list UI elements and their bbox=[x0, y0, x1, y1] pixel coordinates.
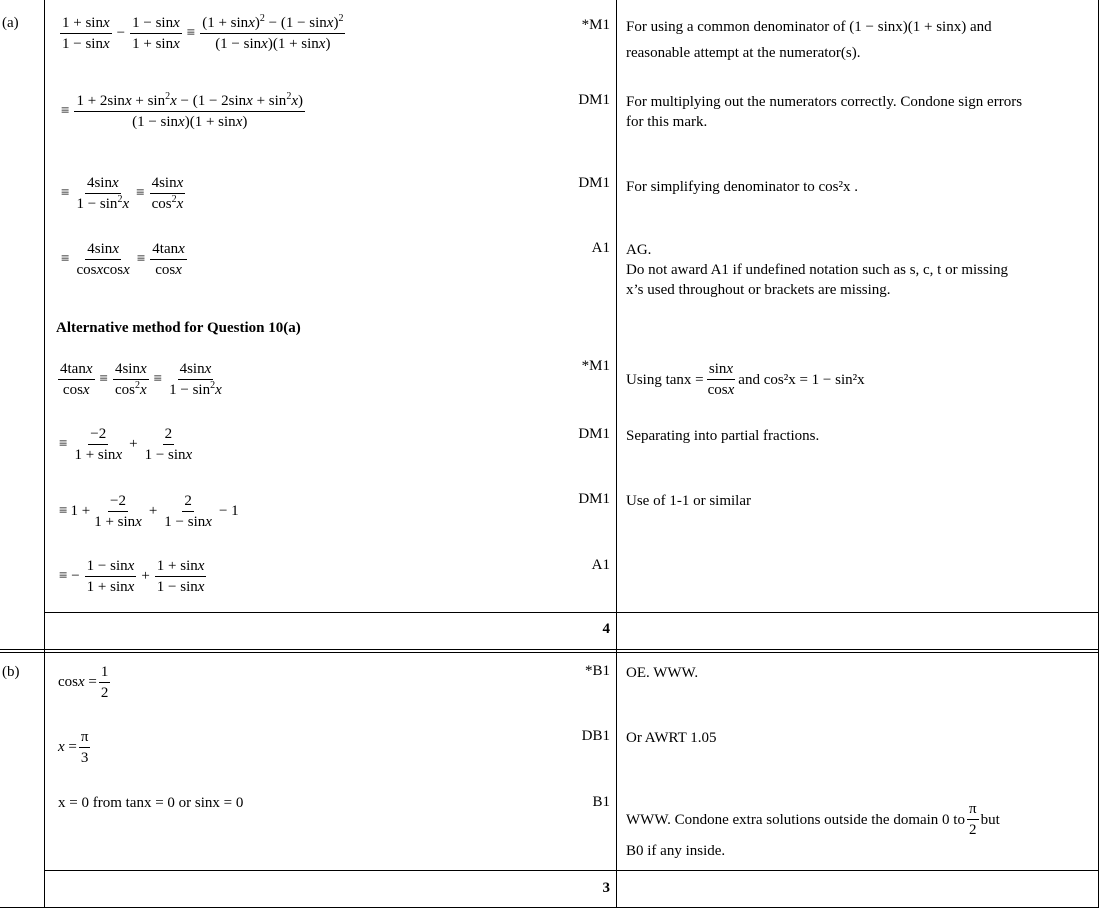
total-b: 3 bbox=[602, 880, 610, 896]
comment-a-4b: Do not award A1 if undefined notation such as s, c, t or missing bbox=[626, 262, 1009, 278]
comment-a-7: Use of 1-1 or similar bbox=[626, 493, 751, 509]
comment-a-3: For simplifying denominator to cos²x . bbox=[626, 179, 858, 195]
comment-a-2b: for this mark. bbox=[626, 114, 708, 130]
mark-b-2: DB1 bbox=[581, 728, 610, 744]
comment-a-5-prefix: Using tanx = bbox=[626, 371, 704, 388]
comment-a-2: For multiplying out the numerators correctly. Condone sign errors bbox=[626, 94, 1023, 110]
comment-a-4: AG. bbox=[626, 242, 652, 258]
grid-line-mid bbox=[616, 0, 617, 908]
mark-a-7: DM1 bbox=[578, 491, 610, 507]
grid-line-total-b bbox=[44, 870, 1098, 871]
comment-b-2: Or AWRT 1.05 bbox=[626, 730, 717, 746]
alternative-method-heading: Alternative method for Question 10(a) bbox=[56, 320, 301, 336]
mark-a-2: DM1 bbox=[578, 92, 610, 108]
comment-a-1b: reasonable attempt at the numerator(s). bbox=[626, 45, 861, 61]
grid-line-part-divider-2 bbox=[0, 652, 1098, 653]
grid-line-total-a bbox=[44, 612, 1098, 613]
comment-b-3: WWW. Condone extra solutions outside the domain 0 to $\frac{\pi}{2}$ but bbox=[626, 801, 1000, 838]
working-a-line-2: ≡ $\frac{1 + 2\sin x + \sin^2x - (1 - 2\sin x + \sin^2x)}{(1 - \sin x)(1 + \sin x)}$ bbox=[61, 91, 303, 130]
mark-b-3: B1 bbox=[592, 794, 610, 810]
comment-a-4c: x’s used throughout or brackets are missing. bbox=[626, 282, 891, 298]
comment-a-1: For using a common denominator of (1 − sinx)(1 + sinx) and bbox=[626, 19, 992, 35]
comment-a-6: Separating into partial fractions. bbox=[626, 428, 820, 444]
comment-b-3b: B0 if any inside. bbox=[626, 843, 726, 859]
comment-a-5: Using tanx = $\frac{\sin x}{\cos x}$ and cos²x = 1 − sin²x bbox=[626, 361, 865, 398]
grid-line-part-divider bbox=[0, 649, 1098, 650]
working-b-line-2: x = $\frac{\pi}{3}$ bbox=[58, 729, 89, 766]
working-a-line-3: ≡ $\frac{4\sin x}{1 - \sin^2x}$ ≡ $\frac{4\sin x}{\cos^2x}$ bbox=[61, 175, 184, 212]
comment-b-3-suffix: but bbox=[980, 811, 1000, 828]
grid-line-bottom bbox=[0, 907, 1098, 908]
working-a-line-1: $\frac{1 + \sin x}{1 - \sin x}$ − $\frac{1 - \sin x}{1 + \sin x}$ ≡ $\frac{(1 + \sin x)^2 - (1 - \sin x)^2}{(1 - \sin x)(1 + \sin x)}$ bbox=[62, 13, 344, 52]
grid-line-left bbox=[44, 0, 45, 908]
comment-b-1: OE. WWW. bbox=[626, 665, 699, 681]
working-b-line-3: x = 0 from tanx = 0 or sinx = 0 bbox=[58, 795, 244, 811]
working-a-alt-line-3: ≡ 1 + $\frac{-2}{1 + \sin x}$ + $\frac{2}{1 - \sin x}$ − 1 bbox=[59, 493, 239, 530]
mark-a-8: A1 bbox=[591, 557, 610, 573]
total-a: 4 bbox=[602, 621, 610, 637]
comment-a-5-suffix: and cos²x = 1 − sin²x bbox=[738, 371, 865, 388]
working-a-alt-line-4: ≡ − $\frac{1 - \sin x}{1 + \sin x}$ + $\frac{1 + \sin x}{1 - \sin x}$ bbox=[59, 558, 205, 595]
mark-a-5: *M1 bbox=[581, 358, 610, 374]
mark-a-4: A1 bbox=[591, 240, 610, 256]
comment-b-3-prefix: WWW. Condone extra solutions outside the domain 0 to bbox=[626, 811, 965, 828]
working-a-line-4: ≡ $\frac{4\sin x}{\text{cosxcosx}}$ ≡ $\frac{4\tan x}{\cos x}$ bbox=[61, 241, 185, 278]
mark-a-1: *M1 bbox=[581, 17, 610, 33]
working-b-line-1: cosx = $\frac{1}{2}$ bbox=[58, 664, 109, 701]
part-label-b: (b) bbox=[2, 664, 20, 680]
working-a-alt-line-2: ≡ $\frac{-2}{1 + \sin x}$ + $\frac{2}{1 - \sin x}$ bbox=[59, 426, 193, 463]
grid-line-right bbox=[1098, 0, 1099, 908]
working-a-alt-line-1: $\frac{4\tan x}{\cos x}$ ≡ $\frac{4\sin x}{\cos^2x}$ ≡ $\frac{4\sin x}{1 - \sin^2x}$ bbox=[60, 361, 222, 398]
mark-a-3: DM1 bbox=[578, 175, 610, 191]
mark-a-6: DM1 bbox=[578, 426, 610, 442]
mark-b-1: *B1 bbox=[584, 663, 610, 679]
part-label-a: (a) bbox=[2, 15, 19, 31]
